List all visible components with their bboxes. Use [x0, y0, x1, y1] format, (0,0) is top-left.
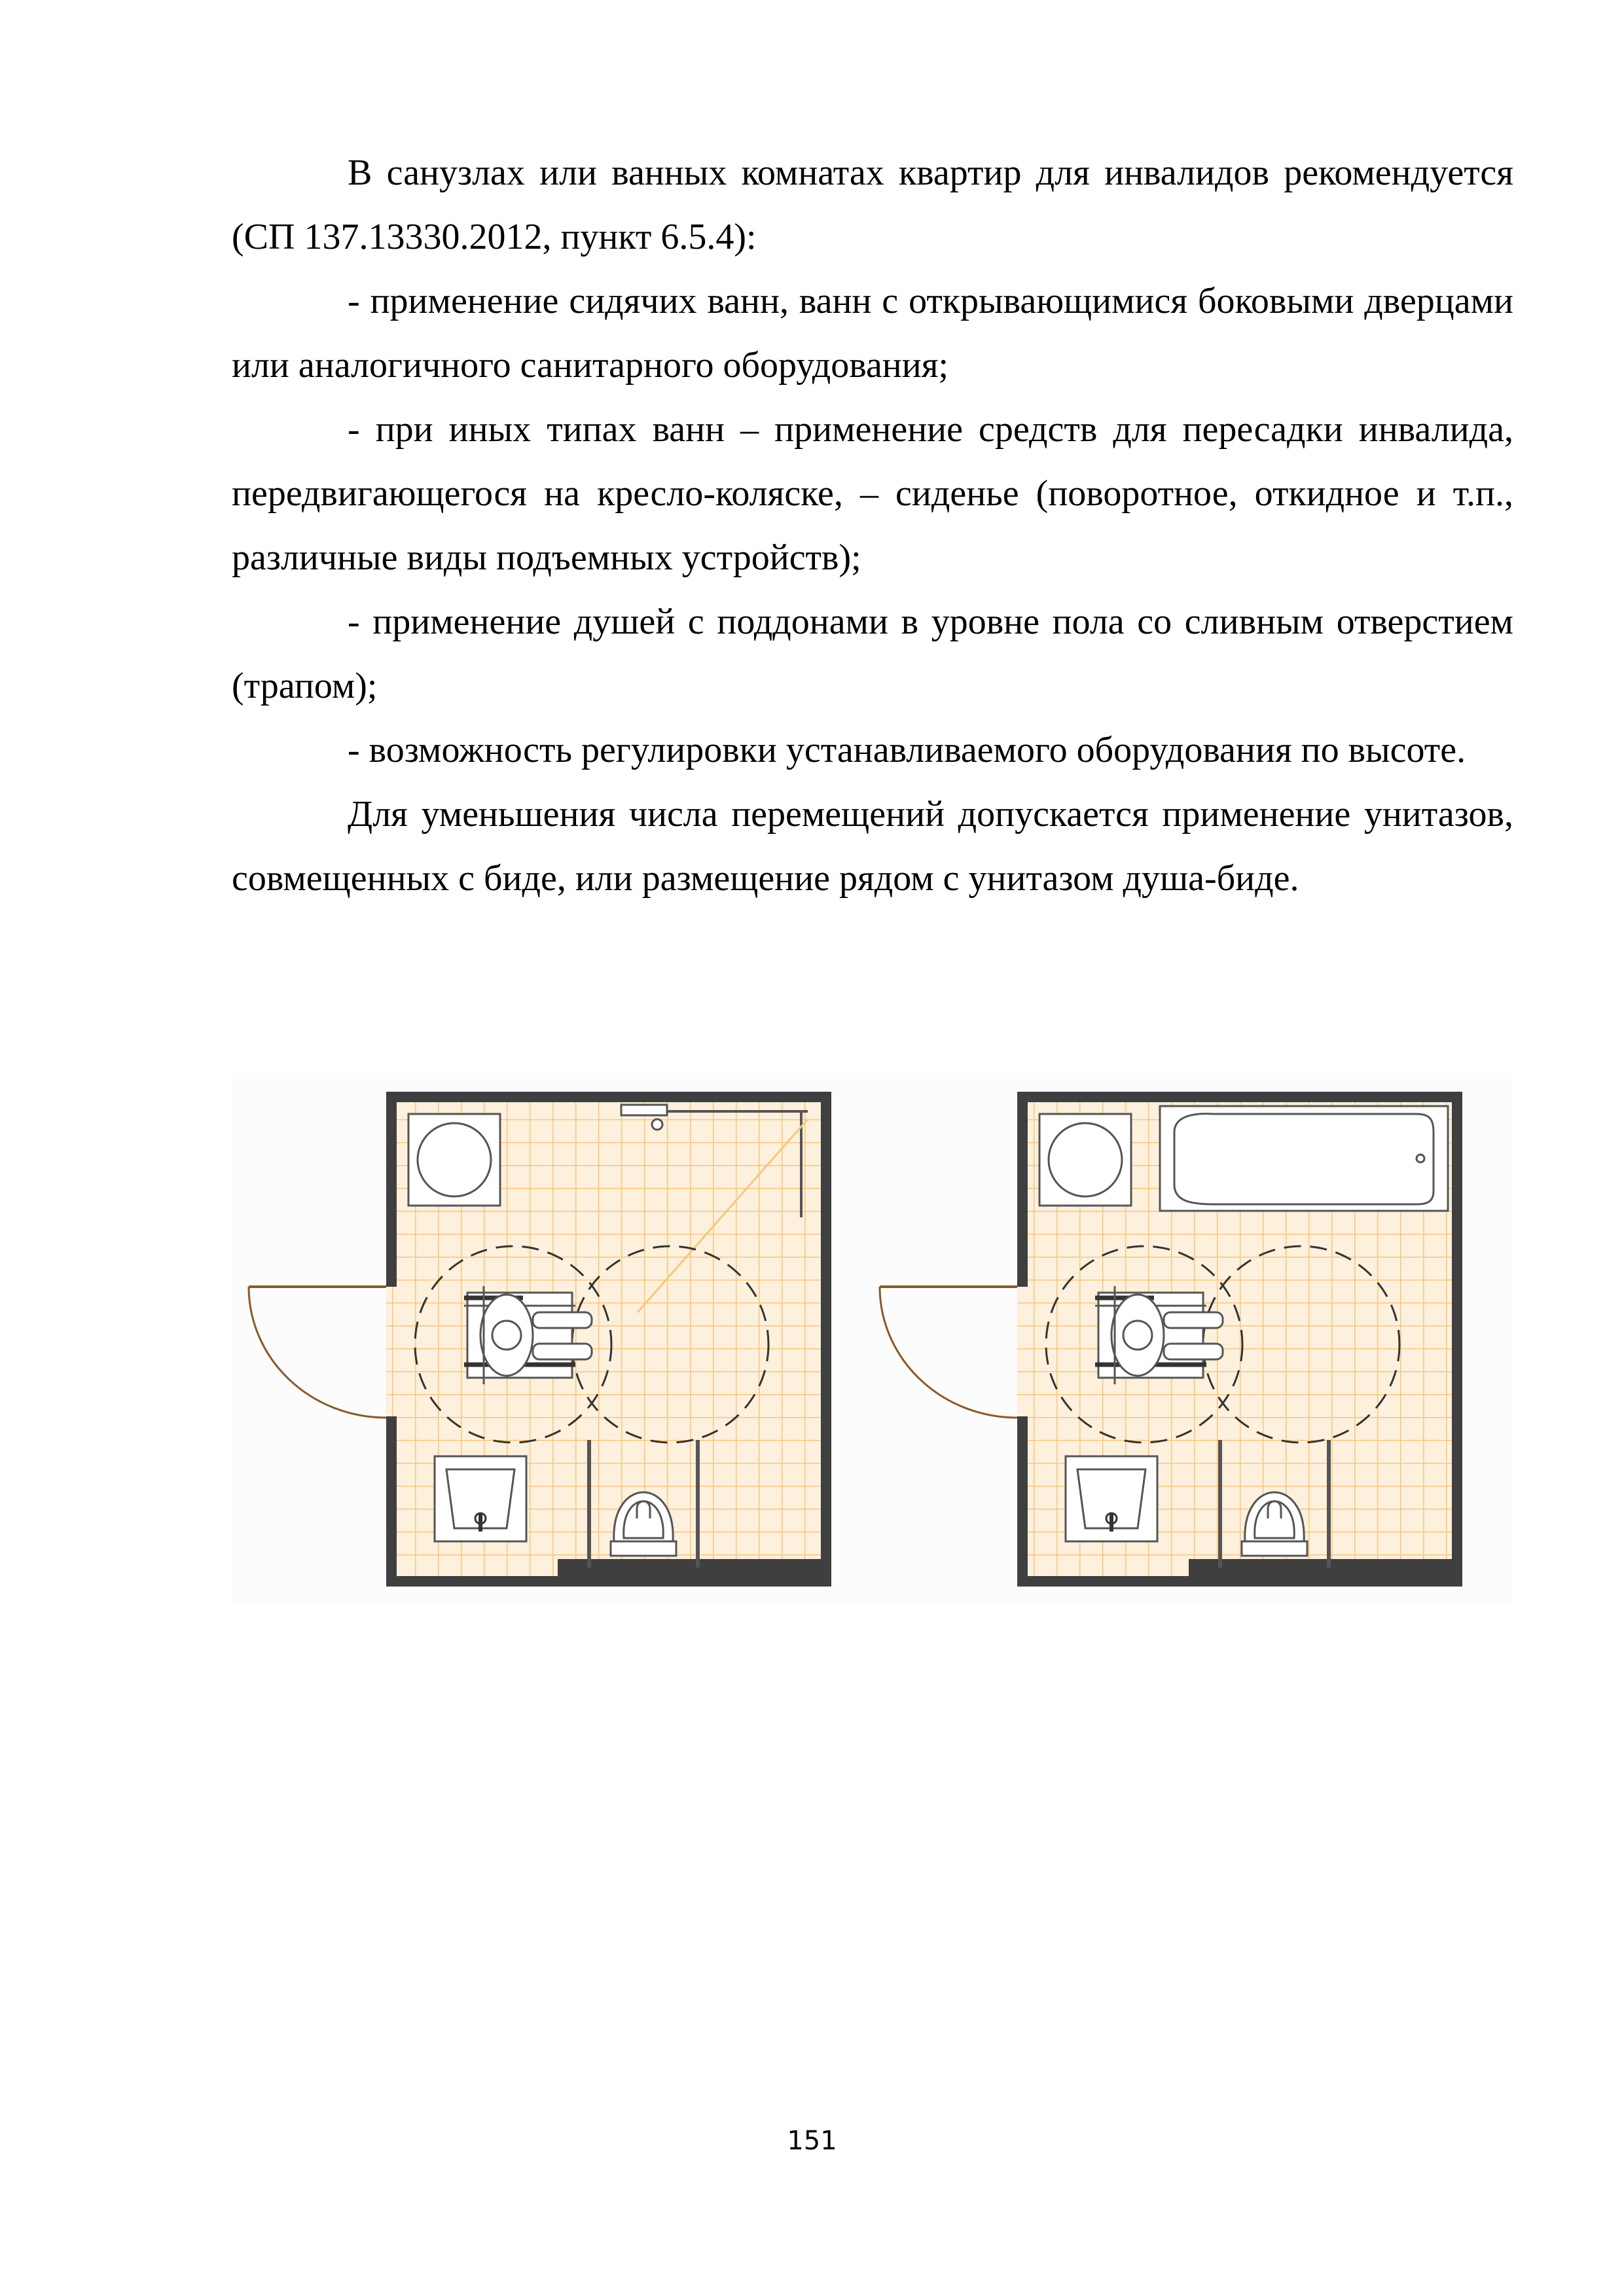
bathtub-icon: [1160, 1106, 1448, 1211]
bathroom-plans-figure: [232, 1073, 1513, 1602]
page-number: 151: [787, 2126, 837, 2156]
washbasin-icon: [435, 1456, 526, 1541]
paragraph: Для уменьшения числа перемещений допускается применение унитазов, совмещенных с биде, или размещение рядом с унитазом душа-биде.: [232, 794, 1513, 899]
plan-shower-room: [249, 1092, 831, 1587]
door-icon: [880, 1287, 1017, 1418]
paragraph: - при иных типах ванн – применение средств для пересадки инвалида, передвигающегося на кресло-коляске, – сиденье (поворотное, откидное и т.п., различные виды подъемных устройств);: [232, 409, 1513, 578]
paragraph: - возможность регулировки устанавливаемого оборудования по высоте.: [348, 730, 1466, 770]
washbasin-icon: [1066, 1456, 1157, 1541]
paragraph: В санузлах или ванных комнатах квартир для инвалидов рекомендуется (СП 137.13330.2012, пункт 6.5.4):: [232, 152, 1513, 257]
washing-machine-icon: [408, 1114, 500, 1206]
paragraph: - применение душей с поддонами в уровне пола со сливным отверстием (трапом);: [232, 601, 1513, 706]
plan-bathtub-room: [880, 1092, 1462, 1587]
body-text: [232, 141, 1513, 910]
door-icon: [249, 1287, 386, 1418]
wheelchair-icon: [1095, 1286, 1223, 1384]
paragraph: - применение сидячих ванн, ванн с открывающимися боковыми дверцами или аналогичного санитарного оборудования;: [232, 281, 1513, 386]
washing-machine-icon: [1039, 1114, 1131, 1206]
wheelchair-icon: [464, 1286, 592, 1384]
